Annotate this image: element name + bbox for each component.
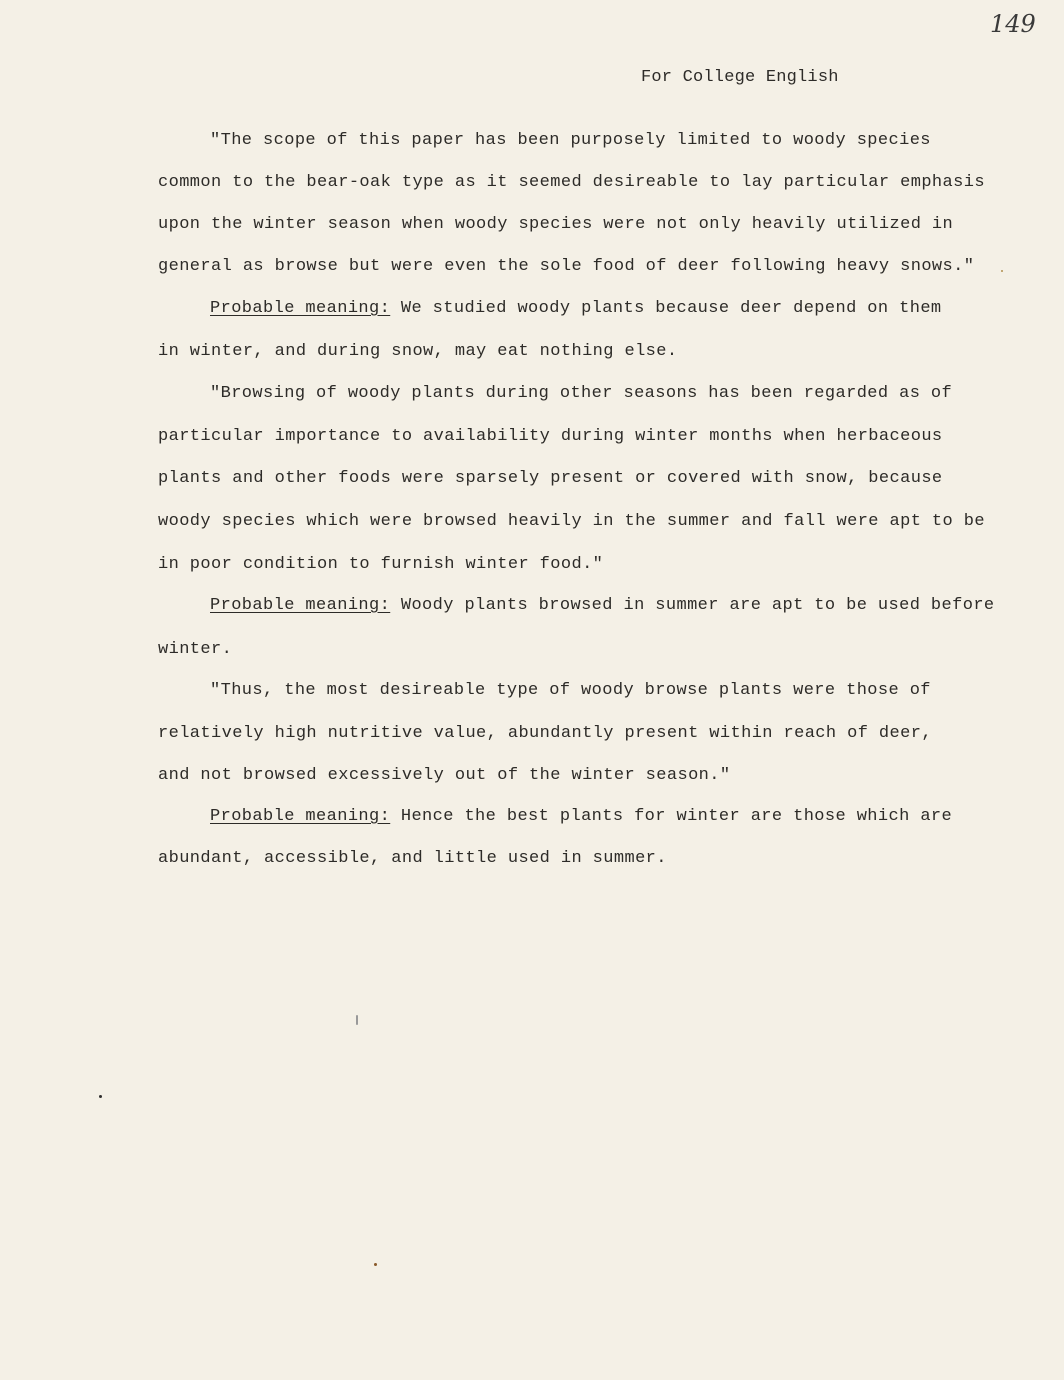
meaning-label: Probable meaning: — [210, 299, 391, 318]
paper-speck — [1001, 270, 1003, 272]
quote-3-line-2: relatively high nutritive value, abundantly present within reach of deer, — [158, 724, 932, 743]
quote-2-line-1: "Browsing of woody plants during other seasons has been regarded as of — [210, 384, 953, 403]
meaning-2-line-1 — [210, 596, 995, 616]
paper-speck — [356, 1015, 358, 1025]
meaning-2-line-2: winter. — [158, 640, 233, 659]
paper-speck — [374, 1263, 377, 1266]
quote-2-line-4: woody species which were browsed heavily in the summer and fall were apt to be — [158, 512, 985, 531]
quote-1-line-4: general as browse but were even the sole food of deer following heavy snows." — [158, 257, 975, 276]
paper-speck — [99, 1095, 102, 1098]
meaning-label: Probable meaning: — [210, 807, 391, 826]
quote-3-line-3: and not browsed excessively out of the winter season." — [158, 766, 731, 785]
quote-2-line-3: plants and other foods were sparsely present or covered with snow, because — [158, 469, 943, 488]
meaning-text: We studied woody plants because deer depend on them — [390, 299, 942, 318]
meaning-text: Hence the best plants for winter are those which are — [390, 807, 953, 826]
meaning-text: Woody plants browsed in summer are apt to be used before — [390, 596, 995, 615]
quote-1-line-2: common to the bear-oak type as it seemed desireable to lay particular emphasis — [158, 173, 985, 192]
meaning-3-line-2: abundant, accessible, and little used in summer. — [158, 849, 667, 868]
page-number: 149 — [990, 10, 1036, 38]
quote-2-line-2: particular importance to availability during winter months when herbaceous — [158, 427, 943, 446]
quote-3-line-1: "Thus, the most desireable type of woody browse plants were those of — [210, 681, 931, 700]
quote-1-line-1: "The scope of this paper has been purposely limited to woody species — [210, 131, 931, 150]
meaning-1-line-2: in winter, and during snow, may eat nothing else. — [158, 342, 678, 361]
meaning-label: Probable meaning: — [210, 596, 391, 615]
meaning-1-line-1 — [210, 299, 942, 319]
meaning-3-line-1 — [210, 807, 952, 827]
quote-1-line-3: upon the winter season when woody species were not only heavily utilized in — [158, 215, 954, 234]
page-header: For College English — [641, 68, 839, 87]
quote-2-line-5: in poor condition to furnish winter food." — [158, 555, 604, 574]
